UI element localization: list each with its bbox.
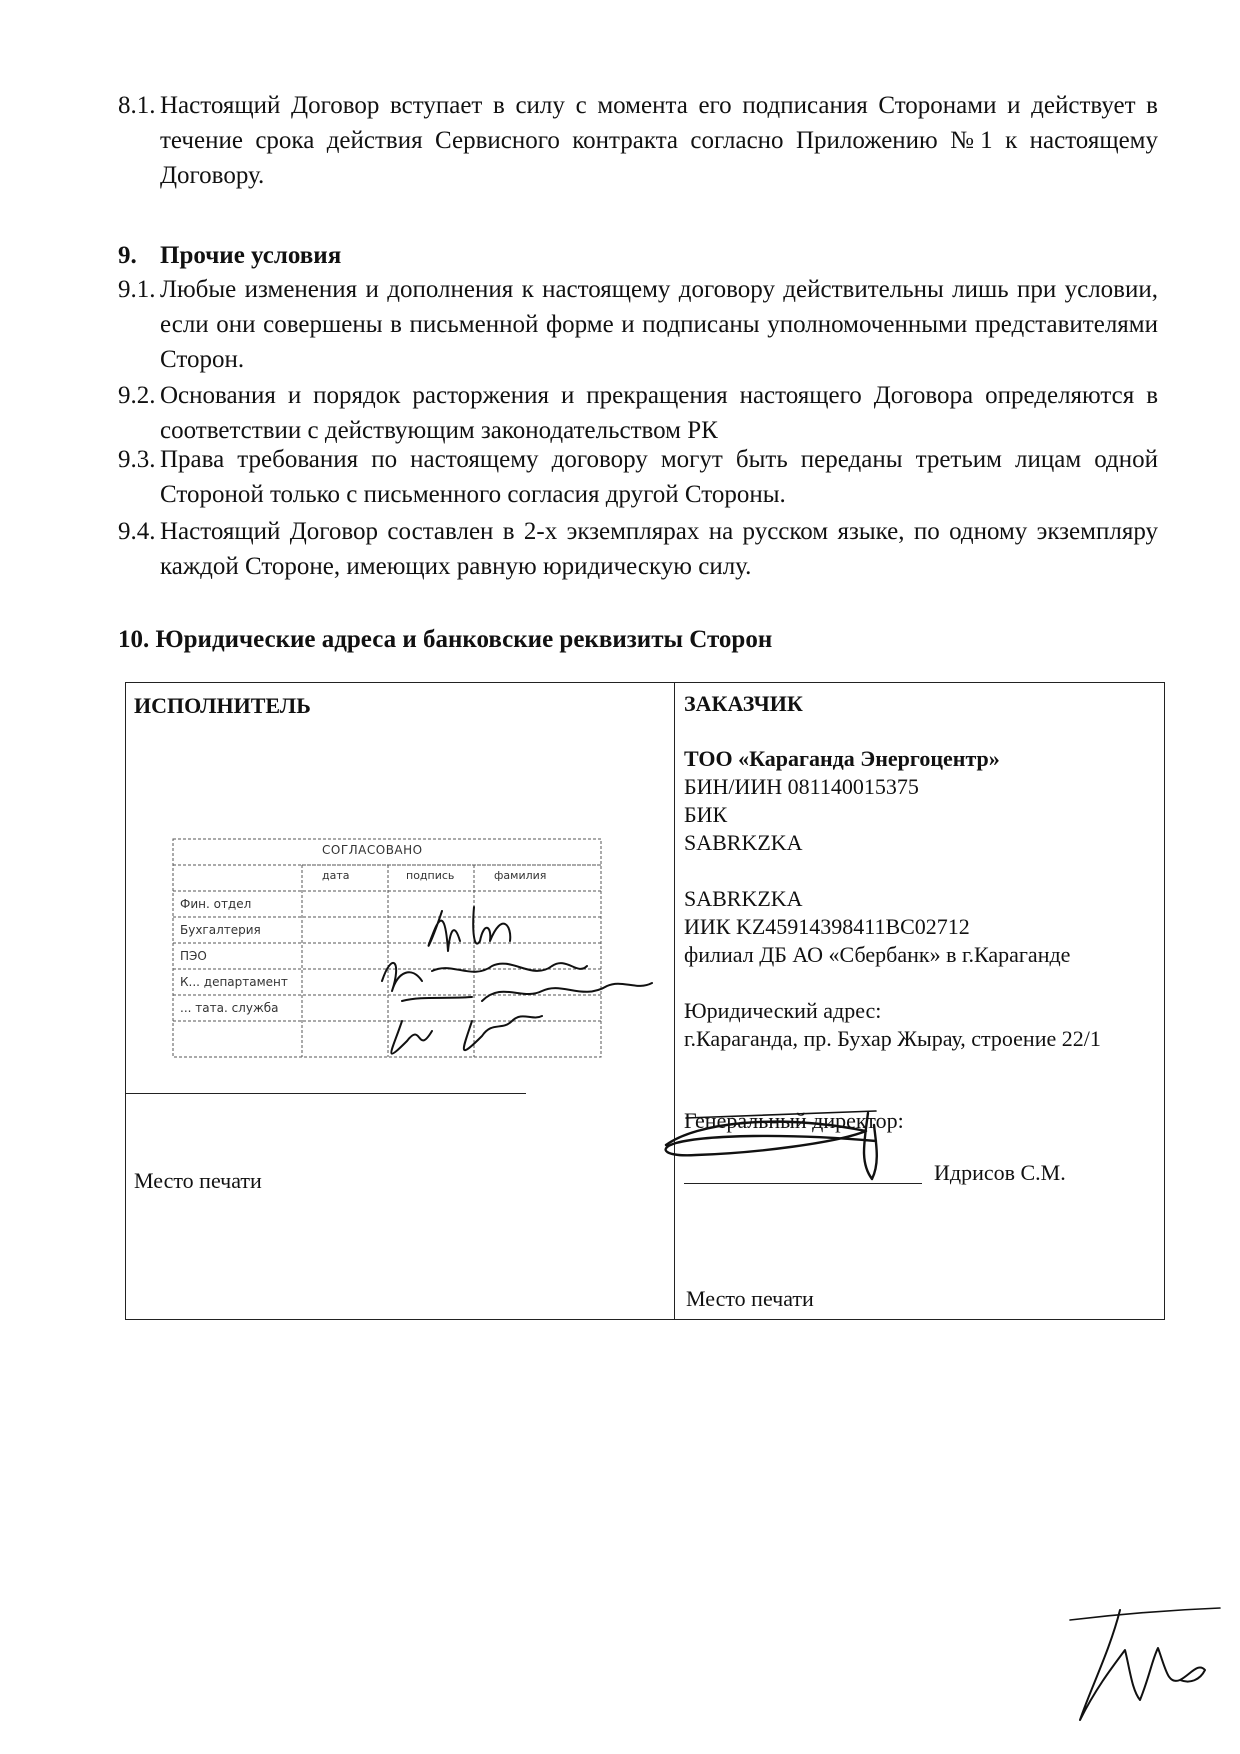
- clause-text: Любые изменения и дополнения к настоящему договору действительны лишь при условии, если они совершены в письменной форме и подписаны уполномоченными представителями Сторон.: [160, 276, 1158, 373]
- customer-bik-value: SABRKZKA: [684, 830, 803, 855]
- director-signature-image: [636, 1083, 916, 1193]
- stamp-row: Бухгалтерия: [180, 923, 261, 937]
- page-initials-image: [1040, 1580, 1240, 1740]
- section-10-heading: [118, 622, 772, 657]
- customer-swift: SABRKZKA: [684, 886, 803, 911]
- clause-text: Основания и порядок расторжения и прекращения настоящего Договора определяются в соответствии с действующим законодательством РК: [160, 382, 1158, 444]
- customer-director-label: Генеральный директор:: [684, 1108, 904, 1133]
- customer-bik-label: БИК: [684, 802, 728, 827]
- stamp-column-signature: подпись: [406, 869, 455, 882]
- clause-9-3: [118, 442, 1158, 512]
- customer-seal-place: Место печати: [686, 1286, 814, 1311]
- clause-8-1: [118, 88, 1158, 193]
- stamp-title: СОГЛАСОВАНО: [322, 843, 423, 857]
- approval-stamp: [172, 831, 602, 1061]
- customer-iik: ИИК KZ45914398411BC02712: [684, 914, 970, 939]
- clause-number: 9.3.: [118, 446, 156, 473]
- stamp-row: ПЭО: [180, 949, 207, 963]
- section-title: Прочие условия: [160, 242, 342, 269]
- executor-column: [126, 683, 674, 1319]
- customer-bank: филиал ДБ АО «Сбербанк» в г.Караганде: [684, 942, 1071, 967]
- clause-text: Настоящий Договор вступает в силу с момента его подписания Сторонами и действует в течение срока действия Сервисного контракта согласно Приложению №1 к настоящему Договору.: [160, 92, 1158, 189]
- section-number: 10.: [118, 626, 150, 653]
- customer-header: ЗАКАЗЧИК: [684, 691, 803, 716]
- customer-address: г.Караганда, пр. Бухар Жырау, строение 22/1: [684, 1026, 1101, 1051]
- customer-director-name: Идрисов С.М.: [934, 1160, 1066, 1185]
- section-9-heading: [118, 238, 341, 273]
- section-title: Юридические адреса и банковские реквизиты Сторон: [155, 626, 773, 653]
- stamp-row: Фин. отдел: [180, 897, 252, 911]
- clause-number: 9.1.: [118, 276, 156, 303]
- clause-number: 9.4.: [118, 518, 156, 545]
- customer-address-label: Юридический адрес:: [684, 998, 882, 1023]
- customer-bin: БИН/ИИН 081140015375: [684, 774, 919, 799]
- clause-9-1: [118, 272, 1158, 377]
- clause-9-2: [118, 378, 1158, 448]
- executor-header: ИСПОЛНИТЕЛЬ: [134, 693, 311, 718]
- stamp-row: К... департамент: [180, 975, 288, 989]
- stamp-column-surname: фамилия: [494, 869, 547, 882]
- customer-company: ТОО «Караганда Энергоцентр»: [684, 746, 1000, 771]
- stamp-signatures-image: [362, 871, 662, 1071]
- clause-9-4: [118, 514, 1158, 584]
- stamp-row: ... тата. служба: [180, 1001, 279, 1015]
- clause-text: Настоящий Договор составлен в 2-х экземплярах на русском языке, по одному экземпляру каждой Стороне, имеющих равную юридическую силу.: [160, 518, 1158, 580]
- executor-seal-place: Место печати: [134, 1168, 262, 1193]
- director-signature-line: [684, 1183, 922, 1184]
- executor-signature-line: [126, 1093, 526, 1094]
- clause-text: Права требования по настоящему договору могут быть переданы третьим лицам одной Стороной только с письменного согласия другой Стороны.: [160, 446, 1158, 508]
- clause-number: 9.2.: [118, 382, 156, 409]
- customer-column: [676, 683, 1164, 1319]
- clause-number: 8.1.: [118, 92, 156, 119]
- table-divider: [674, 683, 675, 1319]
- section-number: 9.: [118, 242, 137, 269]
- requisites-table: [125, 682, 1165, 1320]
- stamp-column-date: дата: [322, 869, 350, 882]
